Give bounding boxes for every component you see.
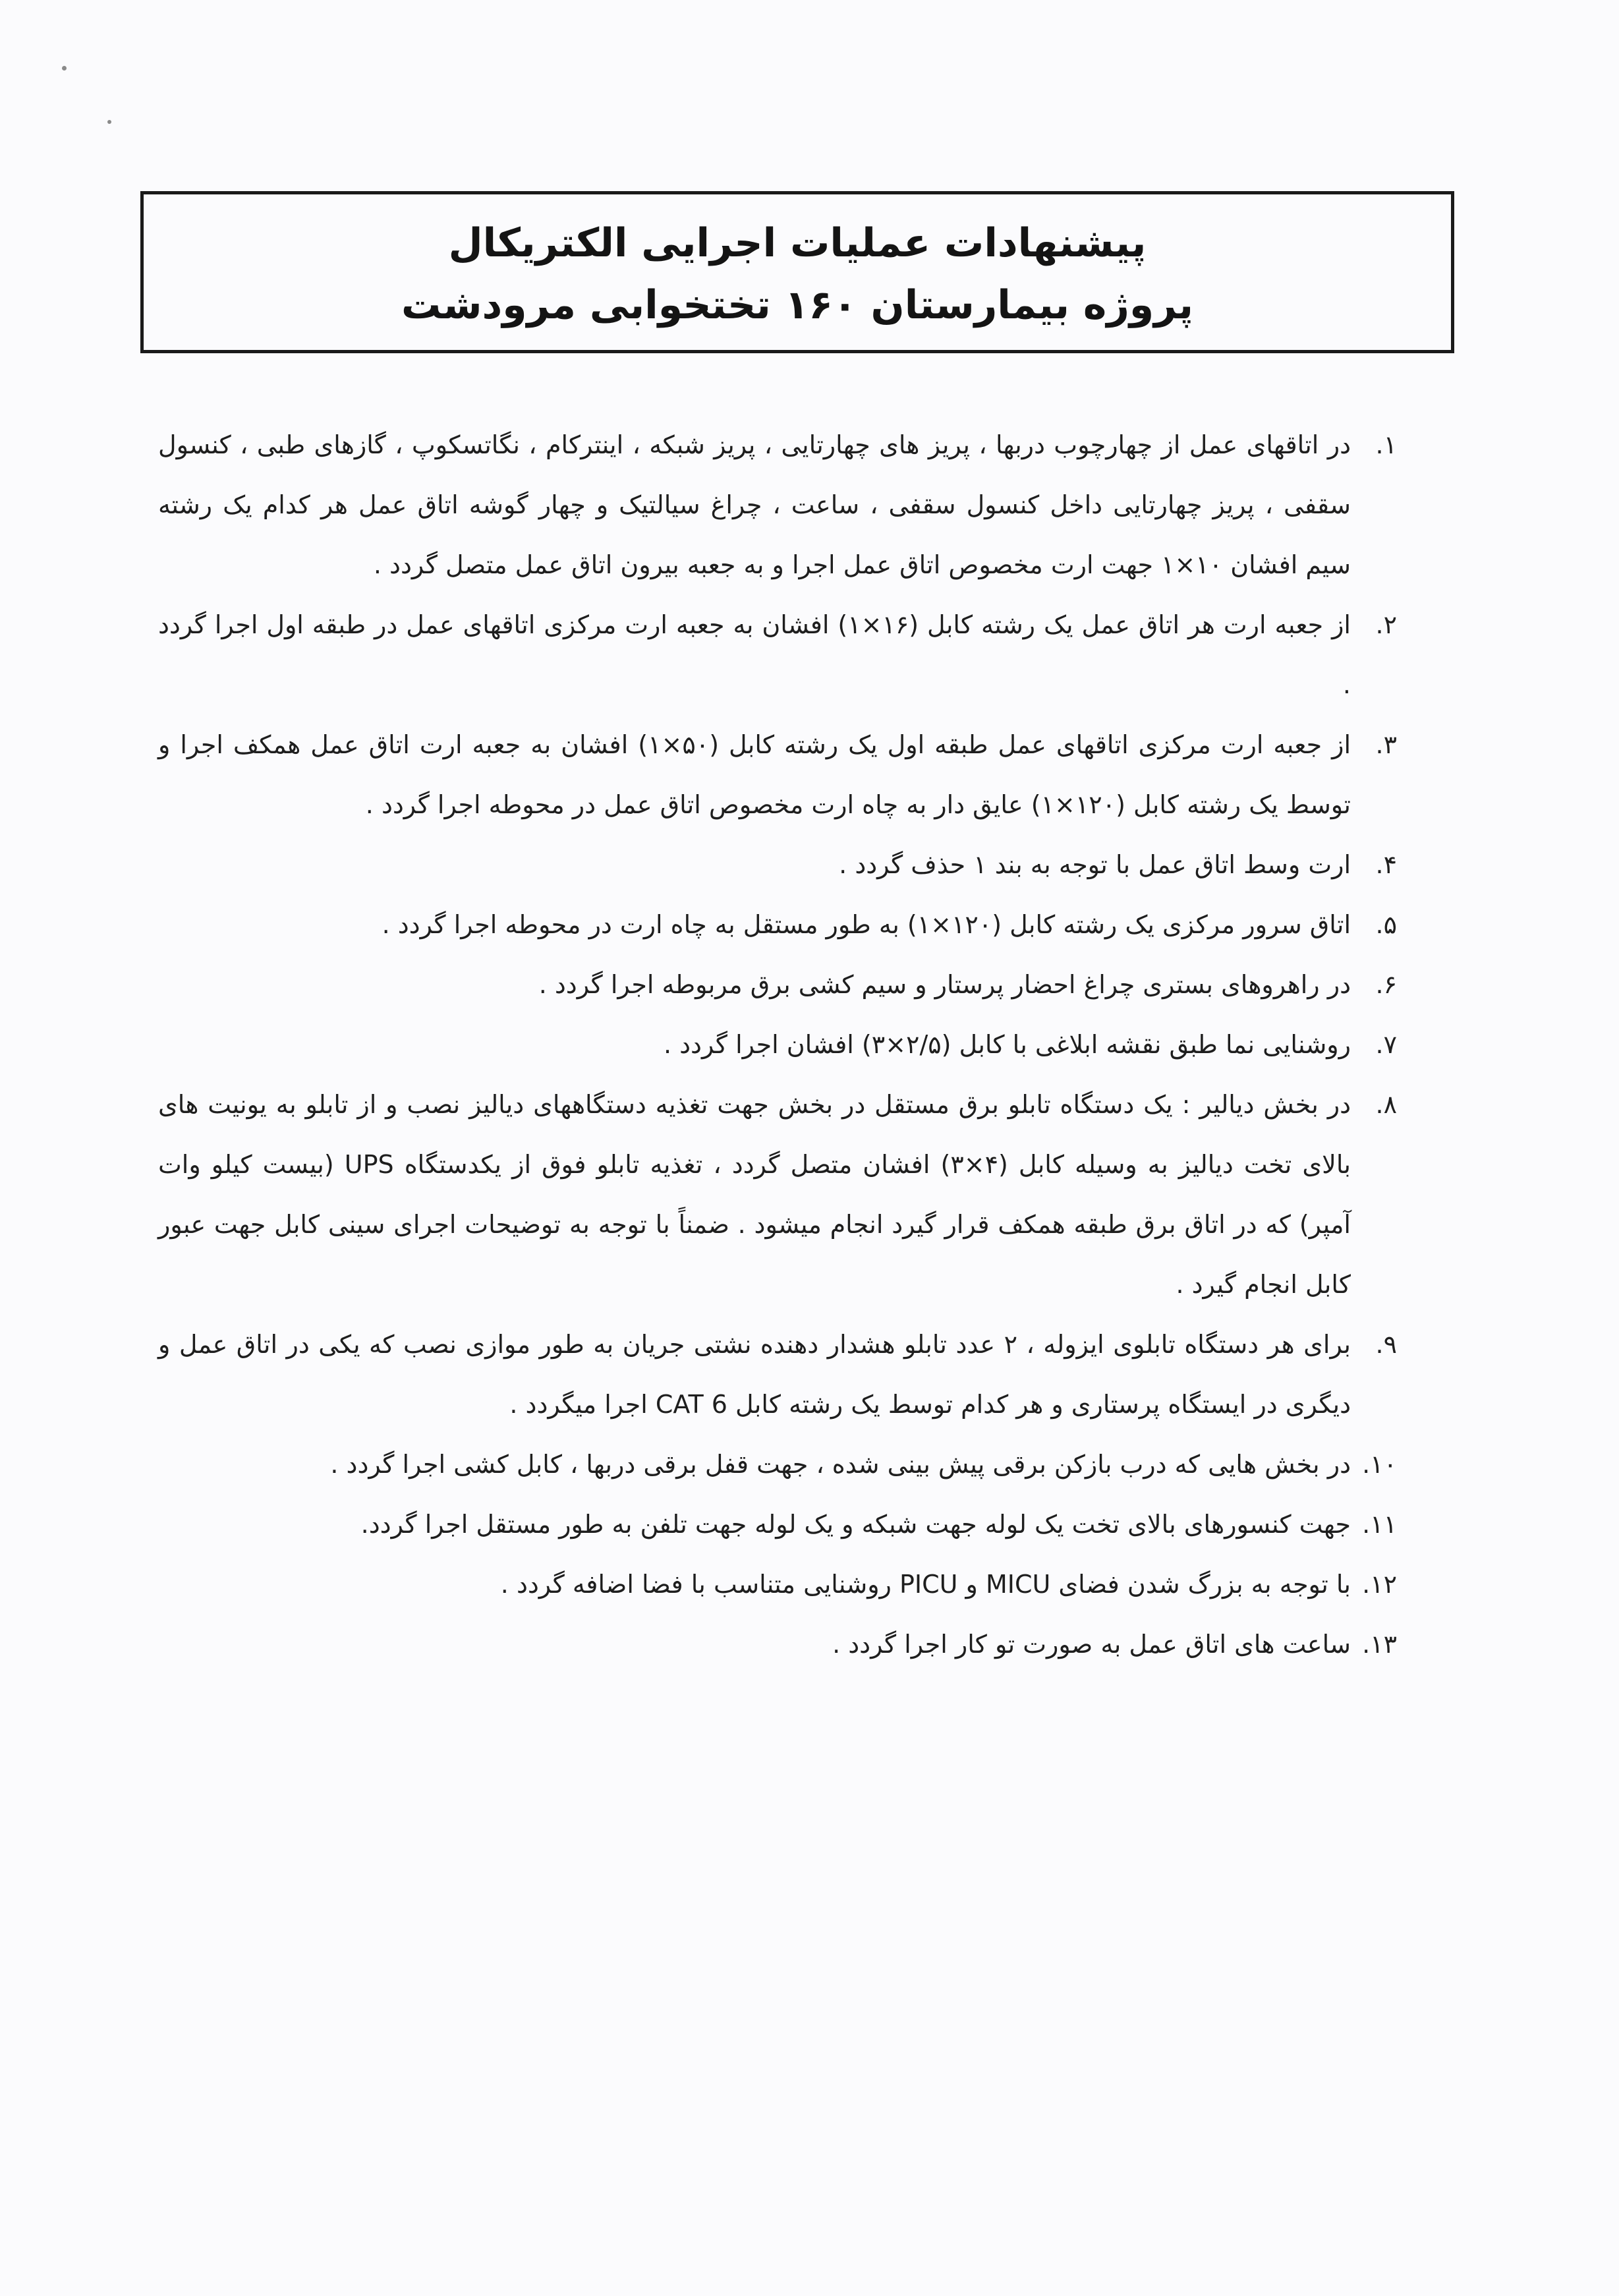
item-text: اتاق سرور مرکزی یک رشته کابل (۱۲۰×۱) به طور مستقل به چاه ارت در محوطه اجرا گردد . bbox=[382, 910, 1351, 939]
item-text: برای هر دستگاه تابلوی ایزوله ، ۲ عدد تابلو هشدار دهنده نشتی جریان به طور موازی نصب که یکی در اتاق عمل و دیگری در ایستگاه پرستاری و هر کدام توسط یک رشته کابل CAT 6 اجرا میگردد . bbox=[158, 1330, 1351, 1419]
item-text: روشنایی نما طبق نقشه ابلاغی با کابل (۲/۵×۳) افشان اجرا گردد . bbox=[663, 1030, 1351, 1059]
item-text: ساعت های اتاق عمل به صورت تو کار اجرا گردد . bbox=[832, 1630, 1351, 1659]
item-text: با توجه به بزرگ شدن فضای MICU و PICU روشنایی متناسب با فضا اضافه گردد . bbox=[500, 1570, 1351, 1599]
scan-speck bbox=[62, 66, 67, 71]
item-number: ۱۳. bbox=[1362, 1630, 1397, 1659]
scan-speck bbox=[107, 120, 111, 124]
item-number: ۶. bbox=[1375, 970, 1397, 999]
item-text: از جعبه ارت مرکزی اتاقهای عمل طبقه اول یک رشته کابل (۵۰×۱) افشان به جعبه ارت اتاق عمل همکف اجرا و توسط یک رشته کابل (۱۲۰×۱) عایق دار به چاه ارت مخصوص اتاق عمل در محوطه اجرا گردد . bbox=[158, 730, 1351, 819]
list-item bbox=[158, 415, 1397, 595]
item-text: از جعبه ارت هر اتاق عمل یک رشته کابل (۱۶×۱) افشان به جعبه ارت مرکزی اتاقهای عمل در طبقه اول اجرا گردد . bbox=[158, 610, 1351, 699]
item-number: ۹. bbox=[1375, 1330, 1397, 1359]
document-title: پیشنهادات عملیات اجرایی الکتریکال bbox=[448, 220, 1147, 266]
item-number: ۱۲. bbox=[1362, 1570, 1397, 1599]
item-text: جهت کنسورهای بالای تخت یک لوله جهت شبکه و یک لوله جهت تلفن به طور مستقل اجرا گردد. bbox=[360, 1510, 1351, 1539]
list-item bbox=[158, 895, 1397, 955]
project-title: پروژه بیمارستان ۱۶۰ تختخوابی مرودشت bbox=[401, 282, 1194, 328]
list-item bbox=[158, 1315, 1397, 1435]
list-item bbox=[158, 835, 1397, 895]
item-number: ۵. bbox=[1375, 910, 1397, 939]
list-item bbox=[158, 1075, 1397, 1315]
list-item bbox=[158, 1615, 1397, 1675]
item-number: ۱. bbox=[1375, 430, 1397, 459]
list-item bbox=[158, 1555, 1397, 1615]
item-text: در بخش هایی که درب بازکن برقی پیش بینی شده ، جهت قفل برقی دربها ، کابل کشی اجرا گردد . bbox=[330, 1450, 1351, 1479]
item-text: در بخش دیالیر : یک دستگاه تابلو برق مستقل در بخش جهت تغذیه دستگاههای دیالیز نصب و از تابلو به یونیت های بالای تخت دیالیز به وسیله کابل (۴×۳) افشان متصل گردد ، تغذیه تابلو فوق از یکدستگاه UPS (بیست کیلو وات آمپر) که در اتاق برق طبقه همکف قرار گیرد انجام میشود . ضمناً با توجه به توضیحات اجرای سینی کابل جهت عبور کابل انجام گیرد . bbox=[158, 1090, 1351, 1299]
item-number: ۴. bbox=[1375, 850, 1397, 879]
item-number: ۱۱. bbox=[1362, 1510, 1397, 1539]
item-number: ۳. bbox=[1375, 730, 1397, 759]
list-item bbox=[158, 1435, 1397, 1495]
list-item bbox=[158, 1495, 1397, 1555]
list-item bbox=[158, 715, 1397, 835]
item-text: در اتاقهای عمل از چهارچوب دربها ، پریز های چهارتایی ، پریز شبکه ، اینترکام ، نگاتسکوپ ، گازهای طبی ، کنسول سقفی ، پریز چهارتایی داخل کنسول سقفی ، ساعت ، چراغ سیالتیک و چهار گوشه اتاق عمل هر کدام یک رشته سیم افشان ۱۰×۱ جهت ارت مخصوص اتاق عمل اجرا و به جعبه بیرون اتاق عمل متصل گردد . bbox=[158, 430, 1351, 579]
item-text: در راهروهای بستری چراغ احضار پرستار و سیم کشی برق مربوطه اجرا گردد . bbox=[538, 970, 1351, 999]
list-item bbox=[158, 1015, 1397, 1075]
item-number: ۸. bbox=[1375, 1090, 1397, 1119]
item-text: ارت وسط اتاق عمل با توجه به بند ۱ حذف گردد . bbox=[839, 850, 1351, 879]
item-number: ۱۰. bbox=[1362, 1450, 1397, 1479]
list-item bbox=[158, 595, 1397, 715]
list-item bbox=[158, 955, 1397, 1015]
title-box bbox=[140, 191, 1454, 353]
requirements-list bbox=[158, 415, 1397, 1675]
item-number: ۷. bbox=[1375, 1030, 1397, 1059]
item-number: ۲. bbox=[1375, 610, 1397, 639]
